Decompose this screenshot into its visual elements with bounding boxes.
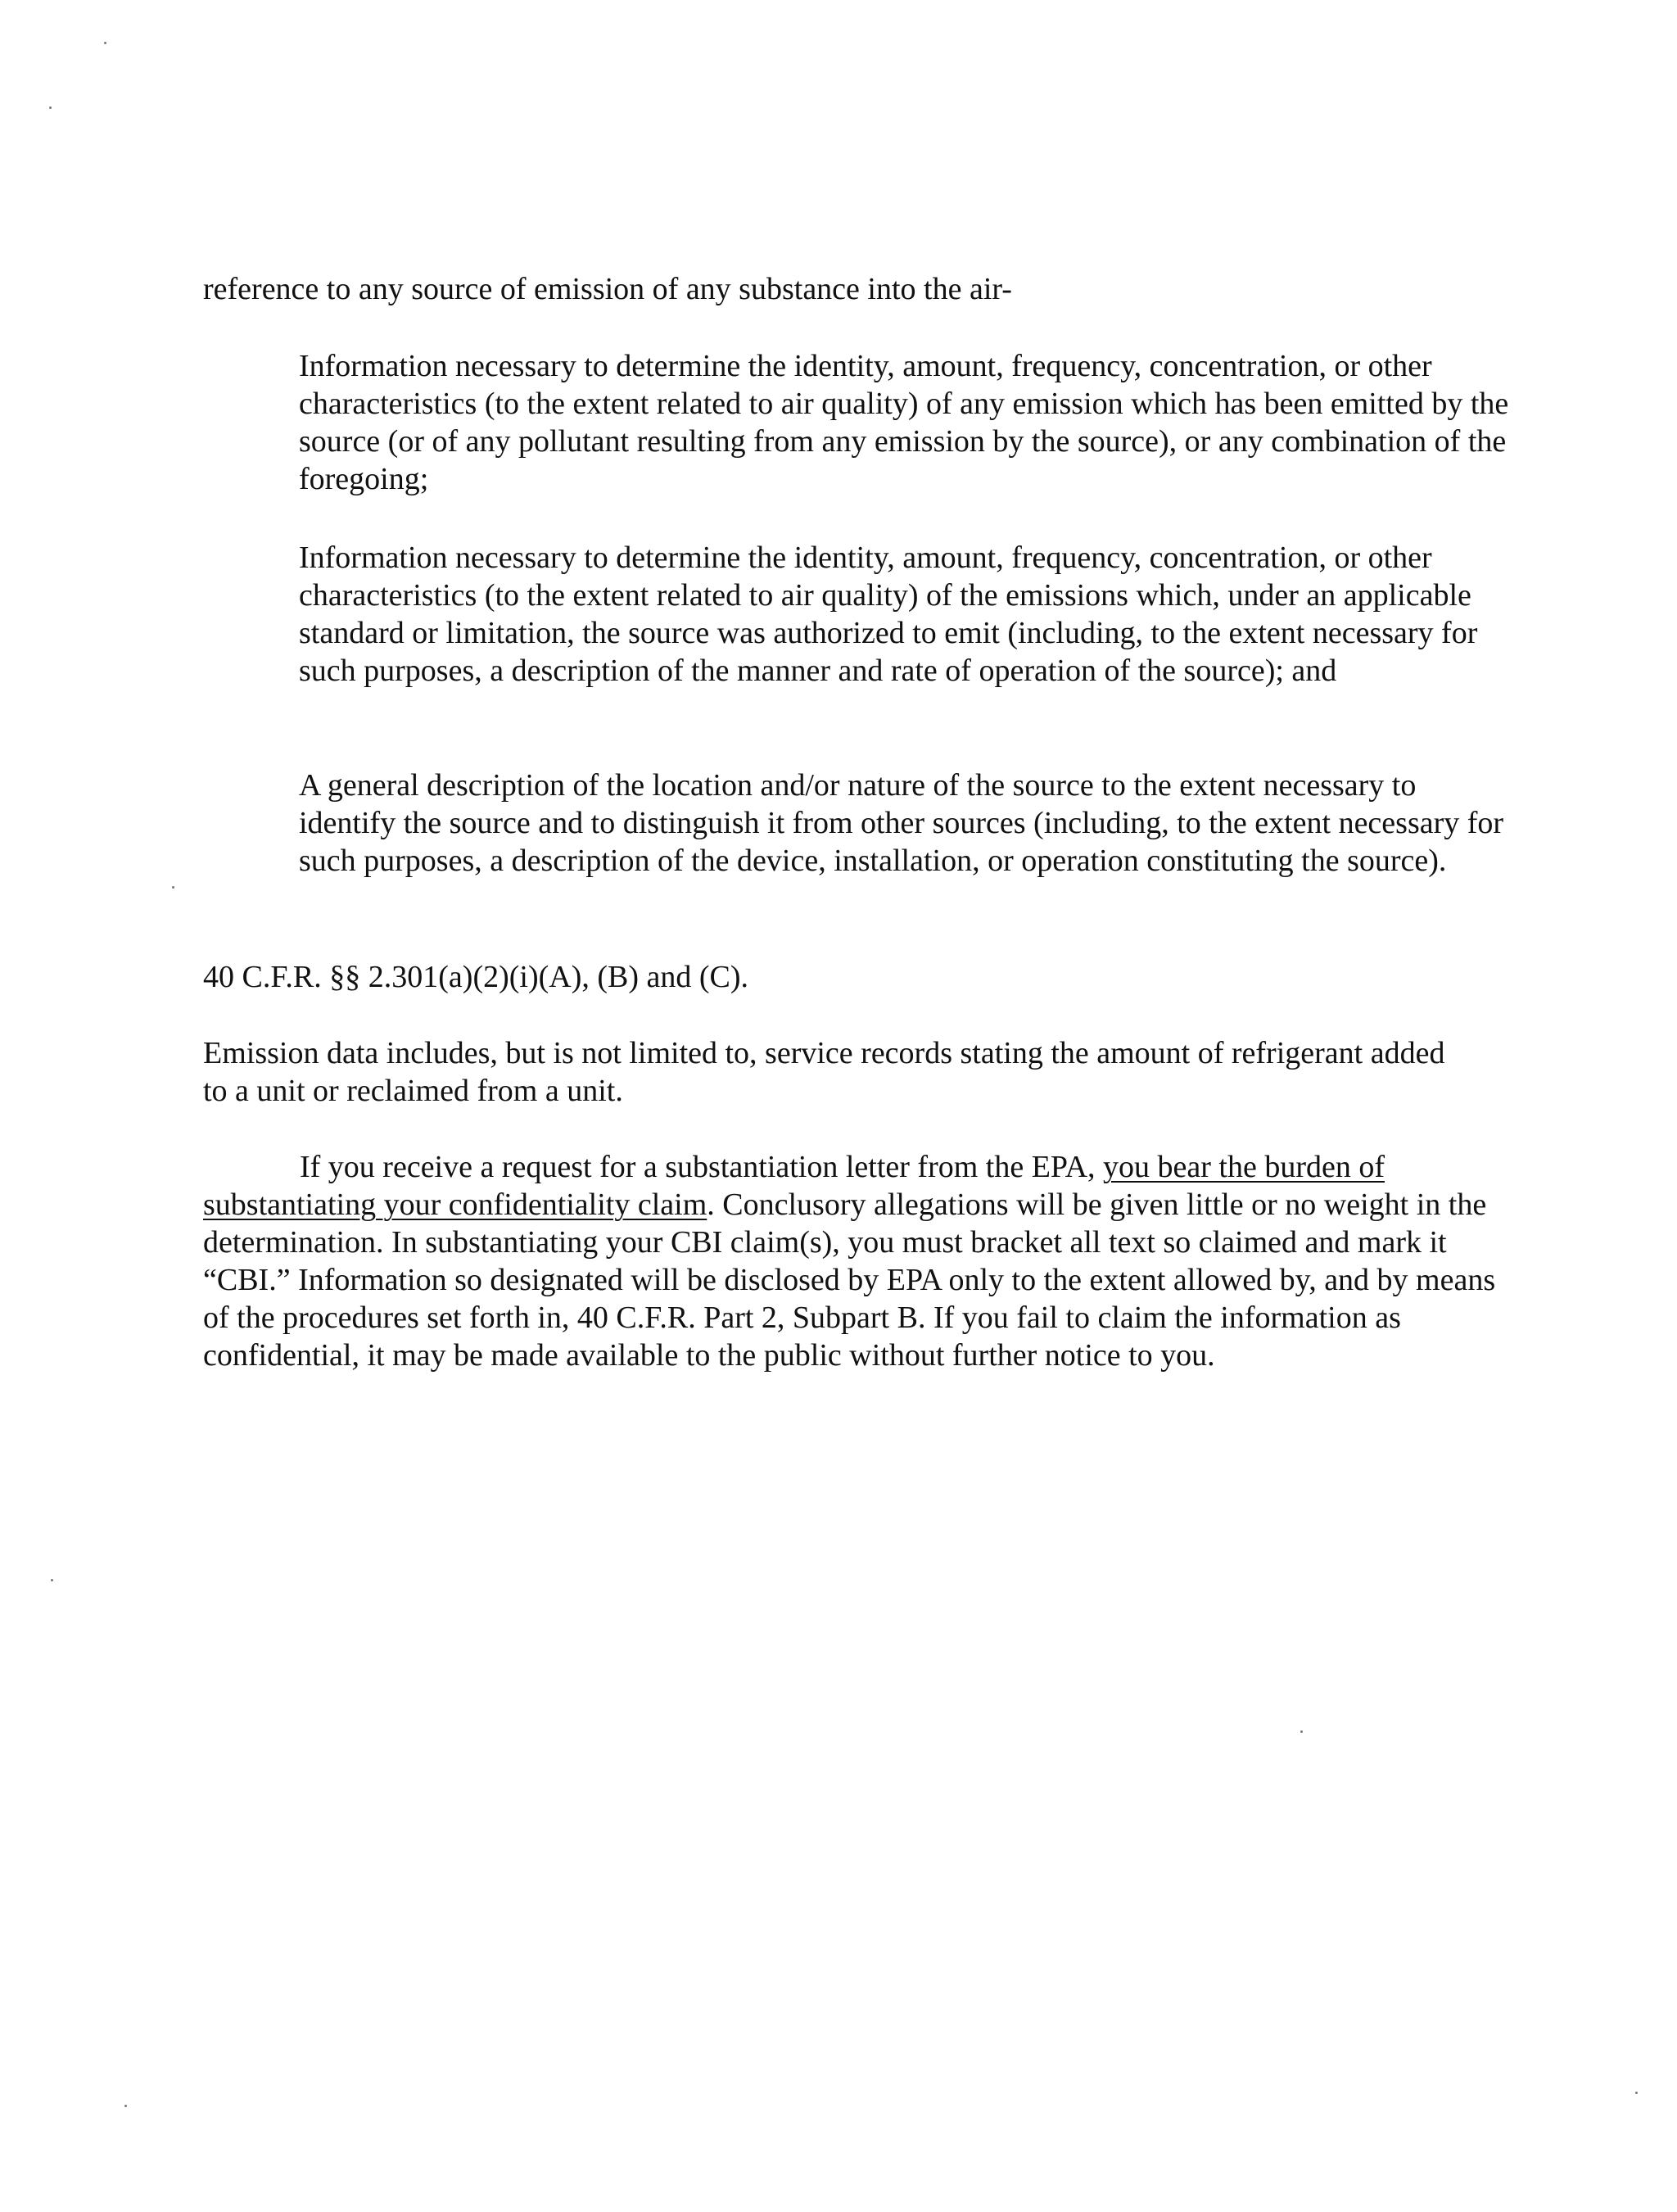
scan-speck bbox=[172, 886, 174, 889]
emission-identity-paragraph: Information necessary to determine the identity, amount, frequency, concentration, or other characteristics (to the extent related to air quality) of any emission which has been emitted by the source (or of any pollutant resulting from any emission by the source), or any combination of the foregoing; bbox=[299, 349, 1509, 496]
substantiation-paragraph bbox=[203, 1148, 1497, 1374]
scan-speck bbox=[124, 2105, 127, 2107]
scan-speck bbox=[1300, 1730, 1303, 1733]
confidentiality-burden-underlined: you bear the burden of substantiating your confidentiality claim bbox=[203, 1150, 1385, 1222]
scan-speck bbox=[49, 106, 52, 109]
emission-data-paragraph: Emission data includes, but is not limited to, service records stating the amount of refrigerant added to a unit or reclaimed from a unit. bbox=[203, 1036, 1445, 1108]
substantiation-text-before-underline: If you receive a request for a substantiation letter from the EPA, bbox=[300, 1150, 1104, 1184]
lead-line: reference to any source of emission of any substance into the air- bbox=[203, 272, 1012, 306]
authorized-emissions-paragraph: Information necessary to determine the identity, amount, frequency, concentration, or other characteristics (to the extent related to air quality) of the emissions which, under an applicable standard or limitation, the source was authorized to emit (including, to the extent necessary for such purposes, a description of the manner and rate of operation of the source); and bbox=[299, 541, 1478, 688]
scan-speck bbox=[51, 1579, 53, 1581]
scan-speck bbox=[1635, 2092, 1638, 2094]
scan-speck bbox=[104, 42, 106, 44]
substantiation-text-after-underline: . Conclusory allegations will be given little or no weight in the determination. In substantiating your CBI claim(s), you must bracket all text so claimed and mark it “CBI.” Information so designated will be disclosed by EPA only to the extent allowed by, and by means of the procedures set forth in, 40 C.F.R. Part 2, Subpart B. If you fail to claim the information as confidential, it may be made available to the public without further notice to you. bbox=[203, 1187, 1496, 1373]
source-description-paragraph: A general description of the location and/or nature of the source to the extent necessary to identify the source and to distinguish it from other sources (including, to the extent necessary for such purposes, a description of the device, installation, or operation constituting the source). bbox=[299, 768, 1504, 878]
cfr-citation: 40 C.F.R. §§ 2.301(a)(2)(i)(A), (B) and (C). bbox=[203, 960, 749, 994]
